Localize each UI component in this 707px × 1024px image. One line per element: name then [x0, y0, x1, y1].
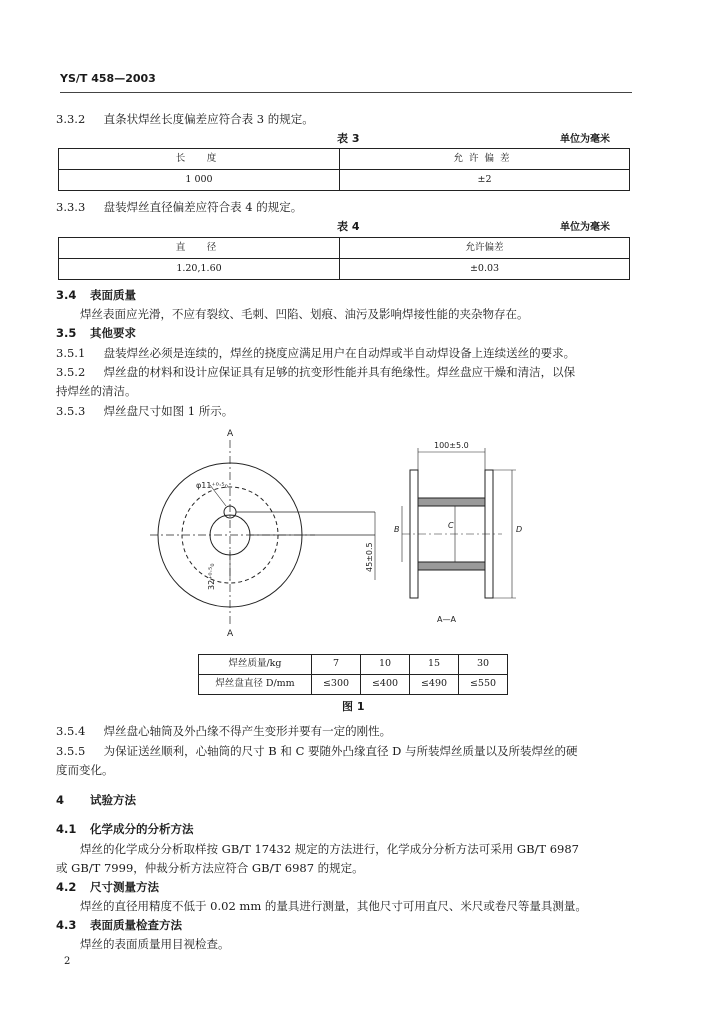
section-title: 其他要求	[90, 326, 137, 340]
header-rule	[60, 92, 632, 93]
section-4-3-heading	[56, 918, 182, 934]
section-number: 4.2	[56, 880, 77, 894]
spool-mass-table	[198, 654, 508, 695]
table4-cell: ±0.03	[340, 259, 630, 280]
section-4-heading	[56, 793, 136, 809]
table3-cell: 1 000	[59, 170, 340, 191]
diameter-cell: ≤550	[459, 675, 508, 695]
clause-text: 盘装焊丝必须是连续的，焊丝的挠度应满足用户在自动焊或半自动焊设备上连续送丝的要求。	[103, 346, 576, 360]
clause-number: 3.5.4	[56, 724, 86, 738]
page-number: 2	[64, 956, 71, 967]
section-mark-top: A	[227, 429, 234, 439]
spool-front-view	[150, 440, 375, 625]
table-3	[58, 148, 630, 191]
table4-header-tolerance: 允许偏差	[340, 238, 630, 259]
clause-3-3-3	[56, 200, 634, 216]
diameter-cell: ≤400	[361, 675, 410, 695]
table3-header-tolerance: 允许偏差	[340, 149, 630, 170]
dimension-label-c: C	[448, 521, 454, 530]
clause-3-5-4	[56, 724, 634, 740]
width-dimension: 100±5.0	[434, 441, 469, 450]
figure-caption: 图 1	[342, 700, 365, 713]
hole-dimension: φ11⁺⁰·⁵₀	[196, 481, 228, 490]
clause-text: 焊丝盘的材料和设计应保证具有足够的抗变形性能并具有绝缘性。焊丝盘应干燥和清洁，以保	[103, 365, 576, 379]
section-title: 表面质量	[90, 288, 137, 302]
section-3-5-heading	[56, 326, 136, 342]
figure-1-drawing	[140, 429, 610, 640]
spool-section-view	[402, 448, 516, 598]
section-4-2-heading	[56, 880, 159, 896]
mass-cell: 10	[361, 655, 410, 675]
section-view-label: A—A	[437, 615, 456, 624]
mass-cell: 30	[459, 655, 508, 675]
section-number: 3.5	[56, 326, 77, 340]
dimension-label-b: B	[394, 525, 400, 534]
clause-number: 3.3.2	[56, 112, 86, 126]
clause-text: 盘装焊丝直径偏差应符合表 4 的规定。	[103, 200, 303, 214]
section-title: 表面质量检查方法	[90, 918, 183, 932]
table4-header-diameter: 直 径	[59, 238, 340, 259]
section-number: 4.1	[56, 822, 77, 836]
clause-text: 焊丝盘尺寸如图 1 所示。	[103, 404, 234, 418]
clause-number: 3.3.3	[56, 200, 86, 214]
mass-row-label: 焊丝质量/kg	[199, 655, 312, 675]
table-4	[58, 237, 630, 280]
diameter-cell: ≤300	[312, 675, 361, 695]
table3-cell: ±2	[340, 170, 630, 191]
section-number: 4.3	[56, 918, 77, 932]
table4-cell: 1.20,1.60	[59, 259, 340, 280]
clause-number: 3.5.3	[56, 404, 86, 418]
section-number: 3.4	[56, 288, 77, 302]
clause-text: 直条状焊丝长度偏差应符合表 3 的规定。	[103, 112, 314, 126]
diameter-row-label: 焊丝盘直径 D/mm	[199, 675, 312, 695]
mass-cell: 15	[410, 655, 459, 675]
table3-unit: 单位为毫米	[560, 134, 610, 145]
offset-dimension: 45±0.5	[365, 542, 374, 572]
diameter-cell: ≤490	[410, 675, 459, 695]
section-number: 4	[56, 793, 65, 807]
section-4-1-heading	[56, 822, 194, 838]
section-4-2-text: 焊丝的直径用精度不低于 0.02 mm 的量具进行测量，其他尺寸可用直尺、米尺或卷尺等量具测量。	[80, 899, 587, 913]
clause-3-5-2	[56, 365, 634, 381]
clause-text: 焊丝盘心轴筒及外凸缘不得产生变形并要有一定的刚性。	[103, 724, 392, 738]
clause-3-5-5-continued: 度而变化。	[56, 763, 114, 777]
clause-3-5-3	[56, 404, 634, 420]
clause-3-5-2-continued: 持焊丝的清洁。	[56, 384, 137, 398]
table3-caption: 表 3	[337, 132, 360, 145]
section-4-1-text-continued: 或 GB/T 7999，仲裁分析方法应符合 GB/T 6987 的规定。	[56, 861, 364, 875]
table3-header-length: 长 度	[59, 149, 340, 170]
section-title: 试验方法	[90, 793, 137, 807]
clause-3-3-2	[56, 112, 634, 128]
section-4-1-text: 焊丝的化学成分分析取样按 GB/T 17432 规定的方法进行，化学成分分析方法可采用 GB/T 6987	[80, 842, 579, 856]
table4-caption: 表 4	[337, 220, 360, 233]
section-title: 尺寸测量方法	[90, 880, 160, 894]
section-3-4-heading	[56, 288, 136, 304]
key-dimension: 32⁺⁰·⁵₀	[207, 563, 216, 590]
clause-text: 为保证送丝顺利，心轴筒的尺寸 B 和 C 要随外凸缘直径 D 与所装焊丝质量以及所装焊丝的硬	[103, 744, 578, 758]
table4-unit: 单位为毫米	[560, 222, 610, 233]
document-header: YS/T 458—2003	[60, 72, 156, 85]
clause-3-5-5	[56, 744, 634, 760]
mass-cell: 7	[312, 655, 361, 675]
dimension-label-d: D	[516, 525, 523, 534]
section-3-4-text: 焊丝表面应光滑，不应有裂纹、毛刺、凹陷、划痕、油污及影响焊接性能的夹杂物存在。	[80, 307, 529, 321]
section-title: 化学成分的分析方法	[90, 822, 194, 836]
clause-3-5-1	[56, 346, 634, 362]
clause-number: 3.5.2	[56, 365, 86, 379]
clause-number: 3.5.5	[56, 744, 86, 758]
clause-number: 3.5.1	[56, 346, 86, 360]
section-4-3-text: 焊丝的表面质量用目视检查。	[80, 937, 230, 951]
section-mark-bottom: A	[227, 629, 234, 639]
